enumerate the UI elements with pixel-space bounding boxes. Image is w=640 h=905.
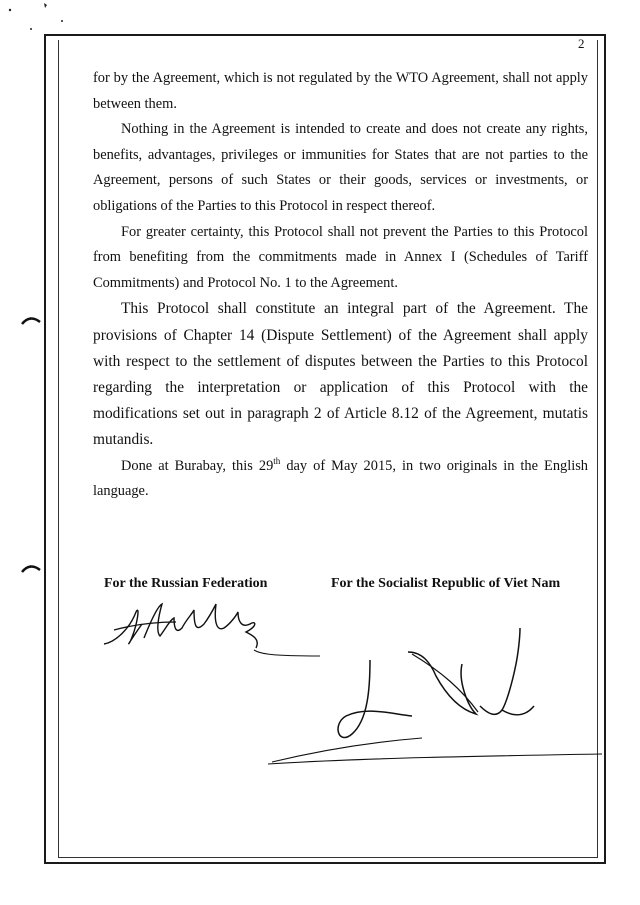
page-number: 2 [578, 36, 585, 51]
punch-mark-lower [20, 560, 44, 576]
paragraph-third-states: Nothing in the Agreement is intended to create and does not create any rights, benefits, advantages, privileges or immunities for States that are not parties to the Agreement, persons of such States or their goods, services or investments, or obligations of the Parties to this Protocol in respect thereof. [93, 121, 588, 214]
ordinal-suffix: th [273, 455, 281, 466]
paragraph-done-at [93, 454, 588, 505]
done-at-text-end: day of May 2015, in two originals in the English language. [93, 457, 589, 500]
paragraph-continuation: for by the Agreement, which is not regulated by the WTO Agreement, shall not apply between them. [93, 70, 588, 112]
signatory-russian-federation: For the Russian Federation [104, 576, 268, 591]
punch-mark-upper [20, 312, 44, 328]
signatory-viet-nam: For the Socialist Republic of Viet Nam [331, 576, 561, 591]
paragraph-greater-certainty: For greater certainty, this Protocol shall not prevent the Parties to this Protocol from benefiting from the commitments made in Annex I (Schedules of Tariff Commitments) and Protocol No. 1 to the Agreement. [93, 223, 588, 291]
done-at-text: Done at Burabay, this 29 [121, 457, 274, 474]
paragraph-integral-part: This Protocol shall constitute an integral part of the Agreement. The provisions of Chapter 14 (Dispute Settlement) of the Agreement shall apply with respect to the settlement of disputes between the Parties to this Protocol regarding the interpretation or application of this Protocol with the modifications set out in paragraph 2 of Article 8.12 of the Agreement, mutatis mutandis. [93, 300, 588, 449]
protocol-body [93, 66, 588, 505]
signature-viet-nam [262, 624, 622, 774]
